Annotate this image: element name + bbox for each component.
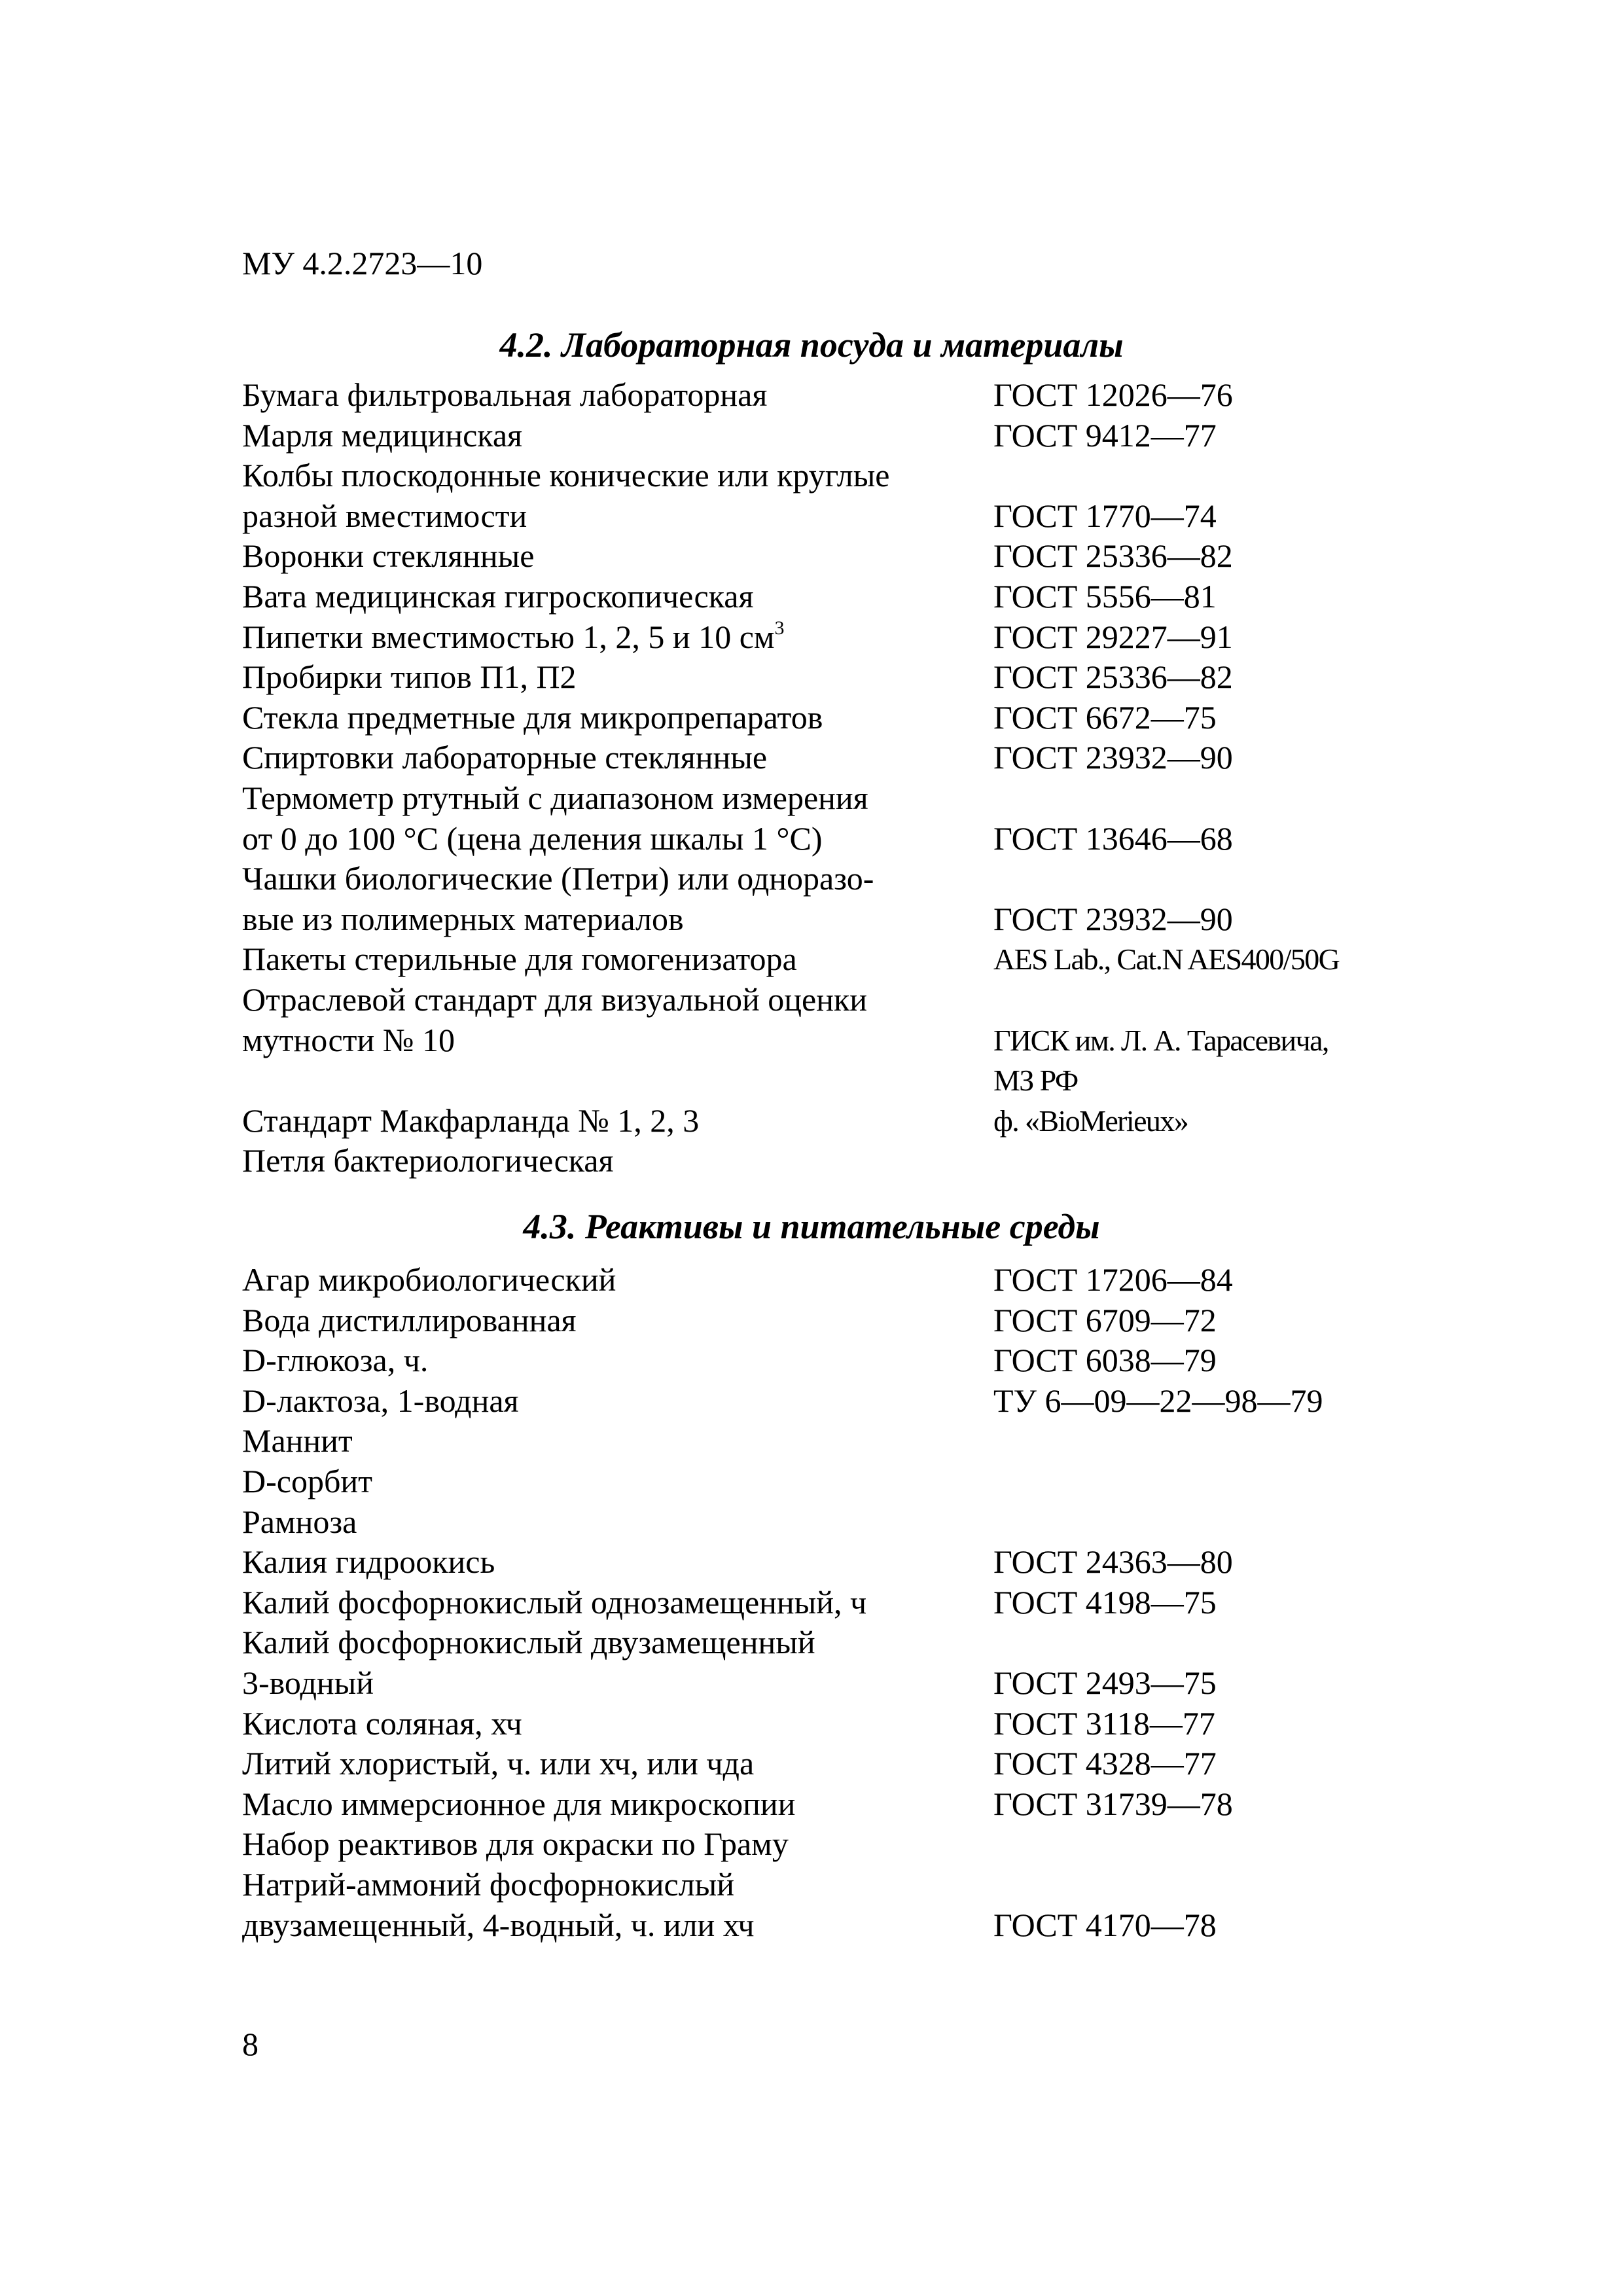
standard-reference: ГИСК им. Л. А. Тарасевича, (993, 1023, 1329, 1057)
standard-reference: ГОСТ 4328—77 (993, 1745, 1217, 1782)
item-name-line: Маннит (242, 1422, 353, 1460)
item-name-line: Литий хлористый, ч. или хч, или чда (242, 1745, 755, 1782)
standard-reference: ГОСТ 9412—77 (993, 416, 1217, 454)
item-name-line: Вата медицинская гигроскопическая (242, 577, 754, 615)
standard-reference: ГОСТ 17206—84 (993, 1261, 1233, 1298)
item-standard (993, 577, 1217, 617)
item-name-line: Спиртовки лабораторные стеклянные (242, 739, 768, 776)
standard-reference: ГОСТ 23932—90 (993, 739, 1233, 776)
list-item (242, 1141, 1420, 1181)
item-name-line: Бумага фильтровальная лабораторная (242, 376, 768, 413)
item-name-line: Марля медицинская (242, 416, 523, 454)
item-name-line: Пипетки вместимостью 1, 2, 5 и 10 $см^3$ (242, 617, 785, 655)
list-item (242, 1340, 1420, 1381)
list-item (242, 1824, 1420, 1865)
standard-reference: ГОСТ 12026—76 (993, 376, 1233, 413)
item-standard (993, 1101, 1188, 1141)
item-name-line: Калий фосфорнокислый однозамещенный, ч (242, 1583, 867, 1621)
item-name-line: от 0 до 100 °С (цена деления шкалы 1 °С) (242, 819, 823, 857)
list-item (242, 778, 1420, 859)
standard-reference: ГОСТ 6038—79 (993, 1342, 1217, 1379)
item-name-line: D-лактоза, 1-водная (242, 1382, 519, 1419)
list-item (242, 1502, 1420, 1543)
standard-reference: ГОСТ 4198—75 (993, 1583, 1217, 1621)
list-item (242, 1865, 1420, 1945)
standard-reference: ГОСТ 3118—77 (993, 1704, 1215, 1742)
standard-reference: ГОСТ 24363—80 (993, 1543, 1233, 1581)
item-name-line: Вода дистиллированная (242, 1301, 577, 1338)
item-standard (993, 1784, 1233, 1825)
item-standard (993, 1583, 1217, 1623)
item-name-line: Пакеты стерильные для гомогенизатора (242, 941, 797, 978)
item-name-line: Отраслевой стандарт для визуальной оценки (242, 980, 868, 1018)
item-name-line: двузамещенный, 4-водный, ч. или хч (242, 1906, 755, 1943)
standard-reference: ГОСТ 5556—81 (993, 577, 1217, 615)
item-standard (993, 1704, 1215, 1744)
reagents-list (242, 1260, 1420, 1945)
item-standard (993, 617, 1233, 658)
list-item (242, 657, 1420, 698)
standard-reference: AES Lab., Cat.N AES400/50G (993, 942, 1340, 977)
standard-reference: ф. «BioMerieux» (993, 1103, 1188, 1138)
item-name-line: Чашки биологические (Петри) или одноразо- (242, 860, 874, 897)
item-standard (993, 375, 1233, 416)
item-standard (993, 1542, 1233, 1583)
list-item (242, 1101, 1420, 1141)
item-name-line: Калия гидроокись (242, 1543, 495, 1581)
list-item (242, 939, 1420, 980)
list-item (242, 416, 1420, 456)
list-item (242, 375, 1420, 416)
item-standard (993, 1340, 1217, 1381)
item-name-line: Набор реактивов для окраски по Граму (242, 1825, 789, 1863)
item-standard (993, 536, 1233, 577)
list-item (242, 1462, 1420, 1502)
standard-reference: ГОСТ 29227—91 (993, 618, 1233, 655)
item-name-line: Натрий-аммоний фосфорнокислый (242, 1865, 735, 1903)
list-item (242, 1704, 1420, 1744)
list-item (242, 617, 1420, 658)
list-item (242, 536, 1420, 577)
list-item (242, 859, 1420, 939)
item-standard (993, 1381, 1323, 1422)
item-standard (993, 1300, 1217, 1341)
unit-superscript: 3 (774, 617, 785, 639)
standard-reference: ГОСТ 6672—75 (993, 698, 1217, 736)
item-name-line: Термометр ртутный с диапазоном измерения (242, 779, 868, 816)
item-name-line: Пробирки типов П1, П2 (242, 658, 577, 696)
list-item (242, 1623, 1420, 1703)
item-standard (993, 1744, 1217, 1784)
item-name-line: Петля бактериологическая (242, 1142, 614, 1179)
standard-reference: ТУ 6—09—22—98—79 (993, 1382, 1323, 1419)
item-standard (993, 496, 1217, 537)
item-standard (993, 819, 1233, 859)
item-name-line: вые из полимерных материалов (242, 900, 684, 937)
item-standard (993, 1663, 1217, 1704)
list-item (242, 1784, 1420, 1825)
item-name-line: Кислота соляная, хч (242, 1704, 522, 1742)
list-item (242, 577, 1420, 617)
standard-reference: ГОСТ 31739—78 (993, 1785, 1233, 1822)
list-item (242, 1381, 1420, 1422)
list-item (242, 1583, 1420, 1623)
standard-reference: МЗ РФ (993, 1064, 1078, 1098)
item-name-line: Масло иммерсионное для микроскопии (242, 1785, 796, 1822)
item-name-line: мутности № 10 (242, 1021, 455, 1058)
list-item (242, 1542, 1420, 1583)
item-standard (993, 657, 1233, 698)
document-code-header: МУ 4.2.2723—10 (242, 245, 483, 281)
list-item (242, 738, 1420, 778)
standard-reference: ГОСТ 6709—72 (993, 1301, 1217, 1338)
standard-reference: ГОСТ 25336—82 (993, 537, 1233, 575)
item-name-line: Колбы плоскодонные конические или круглые (242, 457, 890, 494)
list-item (242, 698, 1420, 738)
item-standard (993, 738, 1233, 778)
list-item (242, 1300, 1420, 1341)
item-name-line: Стекла предметные для микропрепаратов (242, 698, 823, 736)
item-name-line: Рамноза (242, 1503, 357, 1540)
list-item (242, 1744, 1420, 1784)
item-standard (993, 1020, 1329, 1101)
list-item (242, 1260, 1420, 1300)
standard-reference: ГОСТ 1770—74 (993, 497, 1217, 534)
item-name-line: Воронки стеклянные (242, 537, 535, 575)
item-name-line: Калий фосфорнокислый двузамещенный (242, 1624, 815, 1661)
item-standard (993, 939, 1339, 980)
standard-reference: ГОСТ 25336—82 (993, 658, 1233, 696)
page-number: 8 (242, 2026, 259, 2062)
item-standard (993, 416, 1217, 456)
standard-reference: ГОСТ 23932—90 (993, 900, 1233, 937)
standard-reference: ГОСТ 4170—78 (993, 1906, 1217, 1943)
item-name-line: D-глюкоза, ч. (242, 1342, 429, 1379)
item-standard (993, 899, 1233, 940)
section-title-labware: 4.2. Лабораторная посуда и материалы (499, 325, 1124, 365)
item-standard (993, 698, 1217, 738)
standard-reference: ГОСТ 13646—68 (993, 819, 1233, 857)
list-item (242, 456, 1420, 536)
list-item (242, 980, 1420, 1101)
item-standard (993, 1905, 1217, 1946)
item-name-line: разной вместимости (242, 497, 527, 534)
standard-reference: ГОСТ 2493—75 (993, 1664, 1217, 1701)
item-standard (993, 1260, 1233, 1300)
labware-list (242, 375, 1420, 1181)
item-name-line: Стандарт Макфарланда № 1, 2, 3 (242, 1102, 700, 1139)
section-title-reagents: 4.3. Реактивы и питательные среды (523, 1207, 1100, 1246)
item-name-line: D-сорбит (242, 1462, 372, 1499)
list-item (242, 1421, 1420, 1462)
item-name-line: 3-водный (242, 1664, 374, 1701)
item-name-line: Агар микробиологический (242, 1261, 616, 1298)
